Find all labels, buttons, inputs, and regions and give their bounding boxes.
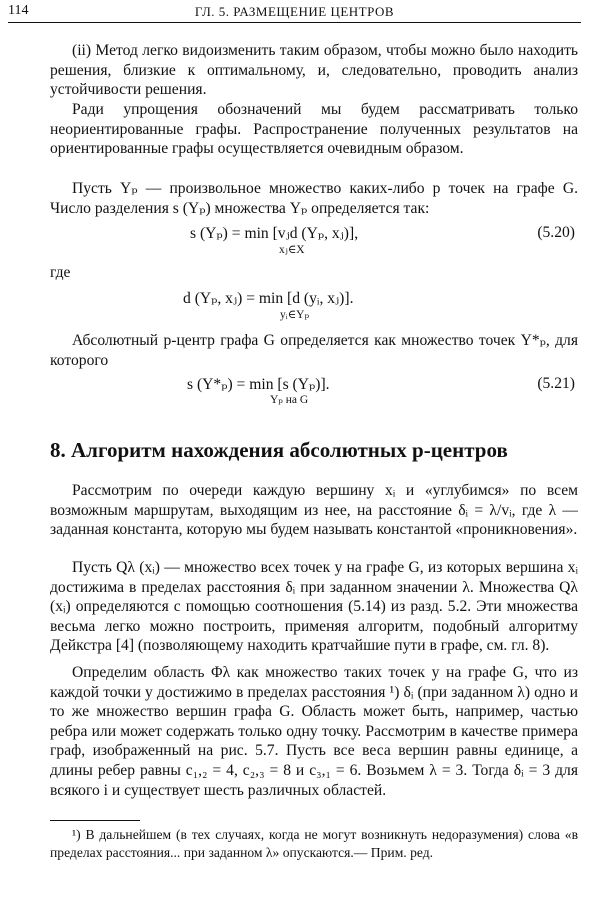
running-title: ГЛ. 5. РАЗМЕЩЕНИЕ ЦЕНТРОВ — [194, 4, 395, 19]
footnote-rule — [50, 820, 140, 821]
equation-distance: d (Yₚ, xⱼ) = min [d (yᵢ, xⱼ)]. — [183, 290, 354, 307]
paragraph-method: (ii) Метод легко видоизменить таким образом, чтобы можно было находить решения, близкие к оптимальному, и, следовательно, проводить анализ устойчивости решения. — [50, 42, 578, 99]
where-word: где — [50, 264, 71, 281]
section-heading: 8. Алгоритм нахождения абсолютных p-центров — [50, 438, 508, 462]
equation-5-20-subscript: xⱼ∈X — [279, 244, 305, 256]
paragraph-region: Определим область Φλ как множество таких точек y на графе G, что из каждой точки y достижимо в пределах расстояния ¹) δᵢ (при заданном λ) одно и то же множество вершин графа G. Область может быть, например, частью ребра или может содержать только одну точку. Рассмотрим в качестве примера граф, изображенный на рис. 5.7. Пусть все веса вершин равны единице, а длины ребер равны c₁,₂ = 4, c₂,₃ = 8 и c₃,₁ = 6. Возьмем λ = 3. Тогда δᵢ = 3 для всякого i и существует шесть различных областей. — [50, 664, 578, 799]
paragraph-consider-vertices: Рассмотрим по очереди каждую вершину xᵢ и «углубимся» по всем возможным маршрутам, выходящим из нее, на расстояние δᵢ = λ/vᵢ, где λ — заданная константа, которую мы будем называть константой «проникновения». — [50, 482, 578, 539]
paragraph-absolute-center: Абсолютный p-центр графа G определяется как множество точек Y*ₚ, для которого — [50, 332, 578, 369]
footnote: ¹) В дальнейшем (в тех случаях, когда не могут возникнуть недоразумения) слова «в пределах расстояния... при заданном λ» опускаются.— Прим. ред. — [50, 827, 578, 860]
paragraph-sets-q: Пусть Qλ (xᵢ) — множество всех точек y на графе G, из которых вершина xᵢ достижима в пределах расстояния δᵢ при заданном значении λ. Множества Qλ (xᵢ) определяются с помощью соотношения (5.14) из разд. 5.2. Эти множества весьма легко можно построить, применяя алгоритм, подобный алгоритму Дейкстра [4] (позволяющему находить кратчайшие пути в графе, см. гл. 8). — [50, 559, 578, 655]
equation-5-21-subscript: Yₚ на G — [270, 394, 309, 406]
equation-5-21: s (Y*ₚ) = min [s (Yₚ)]. — [187, 376, 330, 393]
equation-number-5-21: (5.21) — [537, 375, 575, 392]
equation-5-20: s (Yₚ) = min [vⱼd (Yₚ, xⱼ)], — [190, 225, 359, 242]
equation-distance-subscript: yᵢ∈Yₚ — [280, 309, 310, 321]
page-number: 114 — [8, 3, 29, 18]
paragraph-definition: Пусть Yₚ — произвольное множество каких-либо p точек на графе G. Число разделения s (Yₚ) множества Yₚ определяется так: — [50, 180, 578, 217]
running-header — [8, 3, 581, 21]
paragraph-simplification: Ради упрощения обозначений мы будем рассматривать только неориентированные графы. Распространение полученных результатов на ориентированные графы осуществляется очевидным образом. — [50, 101, 578, 158]
equation-number-5-20: (5.20) — [537, 224, 575, 241]
header-rule — [8, 22, 581, 23]
